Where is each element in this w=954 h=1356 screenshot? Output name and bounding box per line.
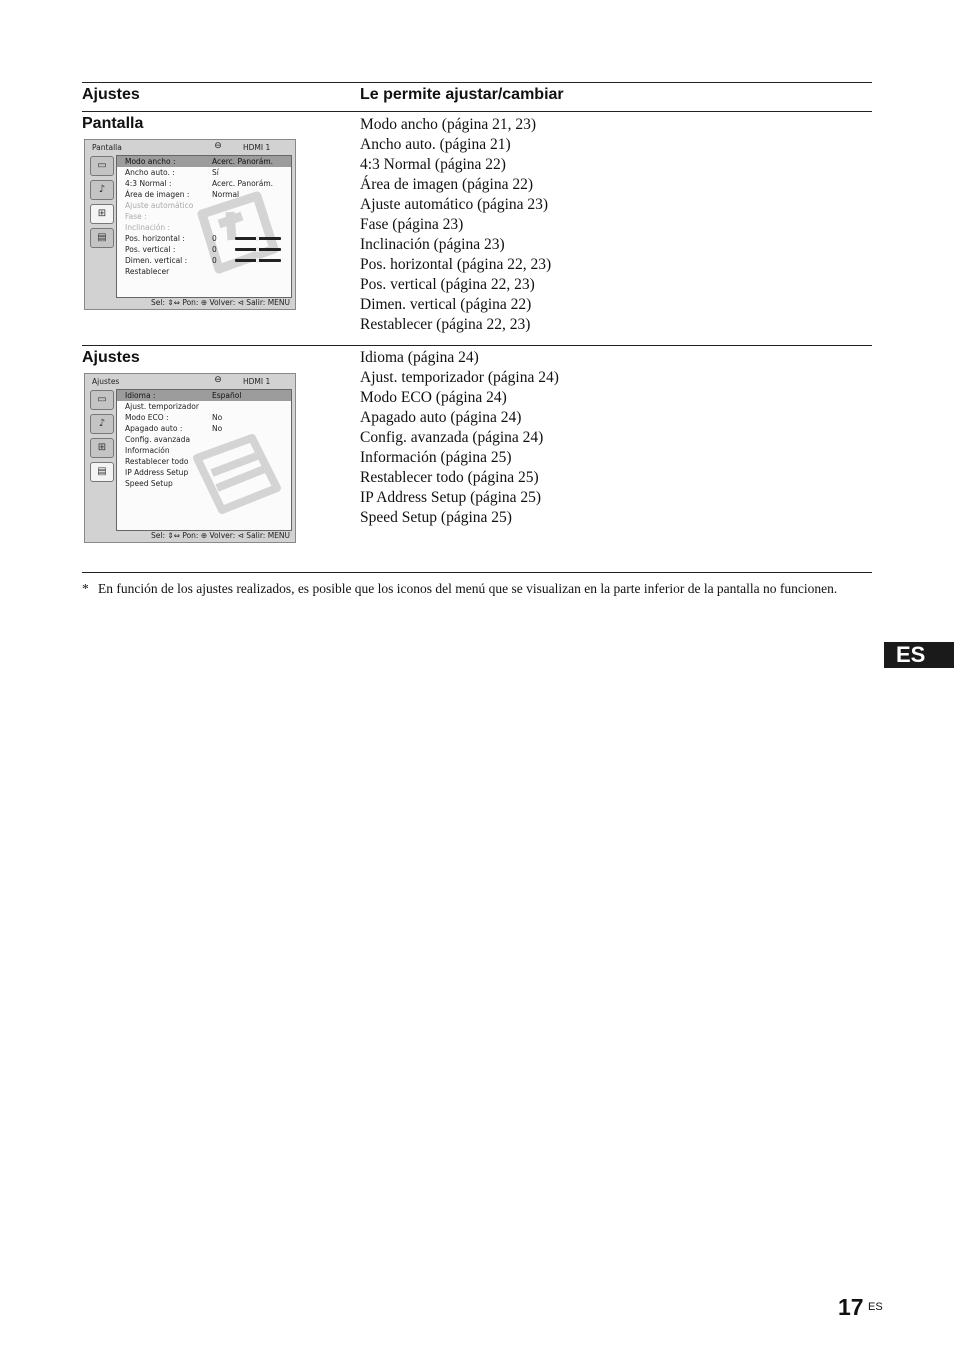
osd-footer: Sel: ⇕⇔ Pon: ⊕ Volver: ⊲ Salir: MENU (151, 531, 290, 540)
osd-row: Inclinación : (125, 223, 171, 232)
section-title-pantalla: Pantalla (82, 115, 144, 132)
list-item: Información (página 25) (360, 449, 512, 466)
list-item: Pos. vertical (página 22, 23) (360, 276, 535, 293)
column-header-ajustes: Ajustes (82, 86, 140, 103)
table-top-rule (82, 82, 872, 83)
osd-header (85, 140, 295, 154)
osd-row: Apagado auto : No (125, 424, 223, 433)
input-icon: ⊖ (214, 141, 222, 151)
osd-header (85, 374, 295, 388)
ajustes-items (360, 348, 559, 528)
list-item: Modo ECO (página 24) (360, 389, 507, 406)
osd-row: IP Address Setup (125, 468, 189, 477)
osd-input-label: HDMI 1 (243, 377, 271, 386)
picture-menu-icon: ▭ (90, 156, 114, 176)
osd-row: Restablecer todo (125, 457, 189, 466)
osd-row: 4:3 Normal : Acerc. Panorám. (125, 179, 274, 188)
osd-row: Ajust. temporizador (125, 402, 199, 411)
osd-sidebar (89, 156, 115, 252)
osd-slider (235, 237, 281, 240)
osd-row: Restablecer (125, 267, 170, 276)
osd-row: Speed Setup (125, 479, 173, 488)
table-bottom-rule (82, 572, 872, 573)
list-item: IP Address Setup (página 25) (360, 489, 542, 506)
sound-menu-icon: ♪ (90, 414, 114, 434)
header-rule (82, 111, 872, 112)
osd-panel (116, 155, 292, 298)
osd-row: Idioma : Español (117, 390, 291, 401)
osd-panel (116, 389, 292, 531)
list-item: Idioma (página 24) (360, 349, 479, 366)
footnote-text: En función de los ajustes realizados, es posible que los iconos del menú que se visualizan en la parte inferior de la pantalla no funcionen. (98, 581, 838, 596)
section-title-ajustes: Ajustes (82, 349, 140, 366)
pantalla-items (360, 115, 551, 335)
osd-row: Modo ancho : Acerc. Panorám. (117, 156, 291, 167)
osd-row: Modo ECO : No (125, 413, 223, 422)
list-item: Ajuste automático (página 23) (360, 196, 549, 213)
screen-menu-icon: ⊞ (90, 204, 114, 224)
ajustes-menu-screenshot (84, 373, 296, 543)
osd-title: Ajustes (92, 377, 120, 386)
osd-slider (235, 259, 281, 262)
list-item: Pos. horizontal (página 22, 23) (360, 256, 552, 273)
section-rule (82, 345, 872, 346)
list-item: Inclinación (página 23) (360, 236, 505, 253)
list-item: Restablecer (página 22, 23) (360, 316, 531, 333)
list-item: Ancho auto. (página 21) (360, 136, 511, 153)
setup-menu-icon: ▤ (90, 228, 114, 248)
language-tab: ES (884, 642, 954, 668)
list-item: Apagado auto (página 24) (360, 409, 522, 426)
column-header-ajustar: Le permite ajustar/cambiar (360, 86, 564, 103)
list-item: Fase (página 23) (360, 216, 464, 233)
list-item: Modo ancho (página 21, 23) (360, 116, 537, 133)
footnote (82, 580, 882, 598)
input-icon: ⊖ (214, 375, 222, 385)
list-item: Restablecer todo (página 25) (360, 469, 539, 486)
list-item: Speed Setup (página 25) (360, 509, 512, 526)
osd-row: Ancho auto. : Sí (125, 168, 219, 177)
osd-row: Config. avanzada (125, 435, 191, 444)
osd-row: Pos. vertical : 0 (117, 244, 291, 255)
list-item: Área de imagen (página 22) (360, 176, 534, 193)
osd-slider (235, 248, 281, 251)
osd-row: Dimen. vertical : 0 (117, 255, 291, 266)
osd-row: Pos. horizontal : 0 (117, 233, 291, 244)
osd-row: Ajuste automático (125, 201, 194, 210)
osd-row: Información (125, 446, 170, 455)
osd-row: Área de imagen : Normal (125, 190, 240, 199)
list-item: Dimen. vertical (página 22) (360, 296, 532, 313)
setup-menu-icon: ▤ (90, 462, 114, 482)
osd-input-label: HDMI 1 (243, 143, 271, 152)
page-number: 17 (838, 1294, 864, 1320)
list-item: Ajust. temporizador (página 24) (360, 369, 559, 386)
list-item: 4:3 Normal (página 22) (360, 156, 506, 173)
pantalla-menu-screenshot (84, 139, 296, 310)
osd-title: Pantalla (92, 143, 122, 152)
picture-menu-icon: ▭ (90, 390, 114, 410)
list-item: Config. avanzada (página 24) (360, 429, 544, 446)
sound-menu-icon: ♪ (90, 180, 114, 200)
page-number-suffix: ES (868, 1301, 883, 1313)
osd-row: Fase : (125, 212, 147, 221)
footnote-marker: * (82, 581, 89, 596)
osd-sidebar (89, 390, 115, 486)
osd-footer: Sel: ⇕⇔ Pon: ⊕ Volver: ⊲ Salir: MENU (151, 298, 290, 307)
screen-menu-icon: ⊞ (90, 438, 114, 458)
